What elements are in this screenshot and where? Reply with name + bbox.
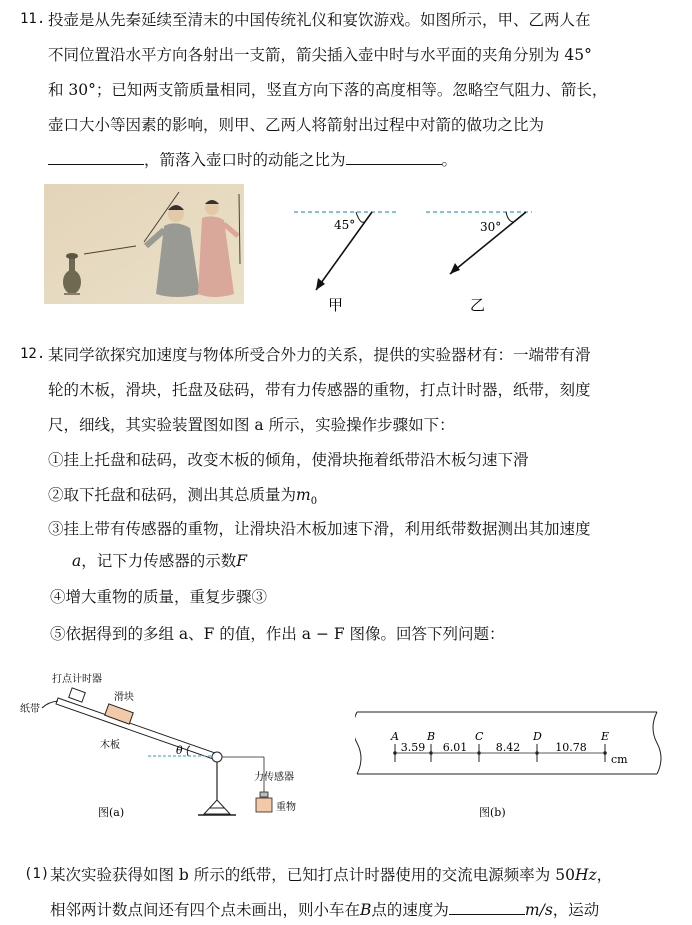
q11-line-5-mid: ，箭落入壶口时的动能之比为 xyxy=(144,151,346,169)
tape-distance-1-label: 6.01 xyxy=(442,741,468,754)
q12-step-3b-text: ，记下力传感器的示数 xyxy=(81,552,237,570)
sub1-line-1 xyxy=(50,865,612,885)
q11-number: 11. xyxy=(20,11,46,27)
q11-blank-energy-ratio[interactable] xyxy=(346,150,442,165)
tape-point-e-dot xyxy=(603,751,607,755)
tape-point-a-dot xyxy=(393,751,397,755)
angle-45-label: 45° xyxy=(334,218,356,232)
q11-line-5 xyxy=(48,150,457,170)
tape-point-a-label: A xyxy=(391,730,399,743)
figure-a-apparatus xyxy=(18,668,318,826)
weight-label: 重物 xyxy=(276,802,296,813)
timer-label: 打点计时器 xyxy=(52,674,102,685)
sub1-line-2 xyxy=(50,900,599,920)
q11-line-3: 和 30°；已知两支箭质量相同，竖直方向下落的高度相等。忽略空气阻力、箭长， xyxy=(48,81,608,99)
sub1-number: (1) xyxy=(24,866,50,882)
sub1-line-2-text: 相邻两计数点间还有四个点未画出，则小车在 xyxy=(50,901,361,919)
q12-step-2 xyxy=(48,485,317,512)
q12-number: 12. xyxy=(20,346,46,362)
arrow-diagram-yi xyxy=(422,200,542,320)
figure-b-caption: 图(b) xyxy=(479,806,506,819)
q12-step-3b-var-a: a xyxy=(72,552,82,570)
q11-line-1: 投壶是从先秦延续至清末的中国传统礼仪和宴饮游戏。如图所示，甲、乙两人在 xyxy=(48,11,591,29)
tape-point-b-label: B xyxy=(427,730,436,743)
q12-step-5: ⑤依据得到的多组 a、F 的值，作出 a − F 图像。回答下列问题： xyxy=(50,625,505,643)
theta-label: θ xyxy=(176,744,183,757)
slider-label: 滑块 xyxy=(114,692,134,703)
q12-step-2-sub: 0 xyxy=(310,496,318,508)
tape-distance-3-label: 10.78 xyxy=(555,741,587,754)
arrow-diagram-jia xyxy=(290,200,410,320)
q12-step-2-text: ②取下托盘和砝码，测出其总质量为 xyxy=(48,486,297,504)
sub1-unit: m/s xyxy=(524,901,553,919)
jia-label: 甲 xyxy=(328,296,344,314)
tape-unit-label: cm xyxy=(611,753,628,766)
q12-step-3b xyxy=(72,551,247,571)
board-label: 木板 xyxy=(100,740,120,751)
q12-line-2: 轮的木板，滑块，托盘及砝码，带有力传感器的重物，打点计时器，纸带，刻度 xyxy=(48,381,591,399)
q12-step-3b-var-f: F xyxy=(236,552,248,570)
figure-b-paper-tape xyxy=(355,708,665,828)
sub1-blank-velocity[interactable] xyxy=(449,900,525,915)
q12-step-2-var: m xyxy=(296,486,311,504)
tape-point-e-label: E xyxy=(601,730,610,743)
tape-distance-0-label: 3.59 xyxy=(400,741,426,754)
figure-a-caption: 图(a) xyxy=(98,806,125,819)
sensor-label: 力传感器 xyxy=(254,772,294,783)
q11-blank-work-ratio[interactable] xyxy=(48,150,144,165)
yi-label: 乙 xyxy=(470,296,486,314)
q12-step-3: ③挂上带有传感器的重物，让滑块沿木板加速下滑，利用纸带数据测出其加速度 xyxy=(48,520,591,538)
tape-point-b-dot xyxy=(429,751,433,755)
q11-line-5-end: 。 xyxy=(441,151,458,169)
tape-distance-2-label: 8.42 xyxy=(495,741,521,754)
q11-line-4: 壶口大小等因素的影响，则甲、乙两人将箭射出过程中对箭的做功之比为 xyxy=(48,116,545,134)
q12-line-3: 尺，细线，其实验装置图如图 a 所示，实验操作步骤如下： xyxy=(48,416,455,434)
sub1-point-b: B xyxy=(360,901,372,919)
touhu-painting-image xyxy=(44,184,244,304)
sub1-line-2-end: ，运动 xyxy=(552,901,600,919)
sub1-line-1-text: 某次实验获得如图 b 所示的纸带，已知打点计时器使用的交流电源频率为 50 xyxy=(50,866,575,884)
q12-step-1: ①挂上托盘和砝码，改变木板的倾角，使滑块拖着纸带沿木板匀速下滑 xyxy=(48,451,529,469)
tape-point-d-dot xyxy=(535,751,539,755)
sub1-line-1-end: ， xyxy=(596,866,613,884)
tape-point-d-label: D xyxy=(533,730,542,743)
q12-step-4: ④增大重物的质量，重复步骤③ xyxy=(50,588,268,606)
q12-line-1: 某同学欲探究加速度与物体所受合外力的关系，提供的实验器材有：一端带有滑 xyxy=(48,346,591,364)
tape-point-c-label: C xyxy=(475,730,484,743)
q11-line-2: 不同位置沿水平方向各射出一支箭，箭尖插入壶中时与水平面的夹角分别为 45° xyxy=(48,46,592,64)
tape-label: 纸带 xyxy=(20,704,40,715)
sub1-hz: Hz xyxy=(574,866,597,884)
tape-point-c-dot xyxy=(477,751,481,755)
angle-30-label: 30° xyxy=(480,220,502,234)
sub1-line-2-mid: 点的速度为 xyxy=(371,901,449,919)
